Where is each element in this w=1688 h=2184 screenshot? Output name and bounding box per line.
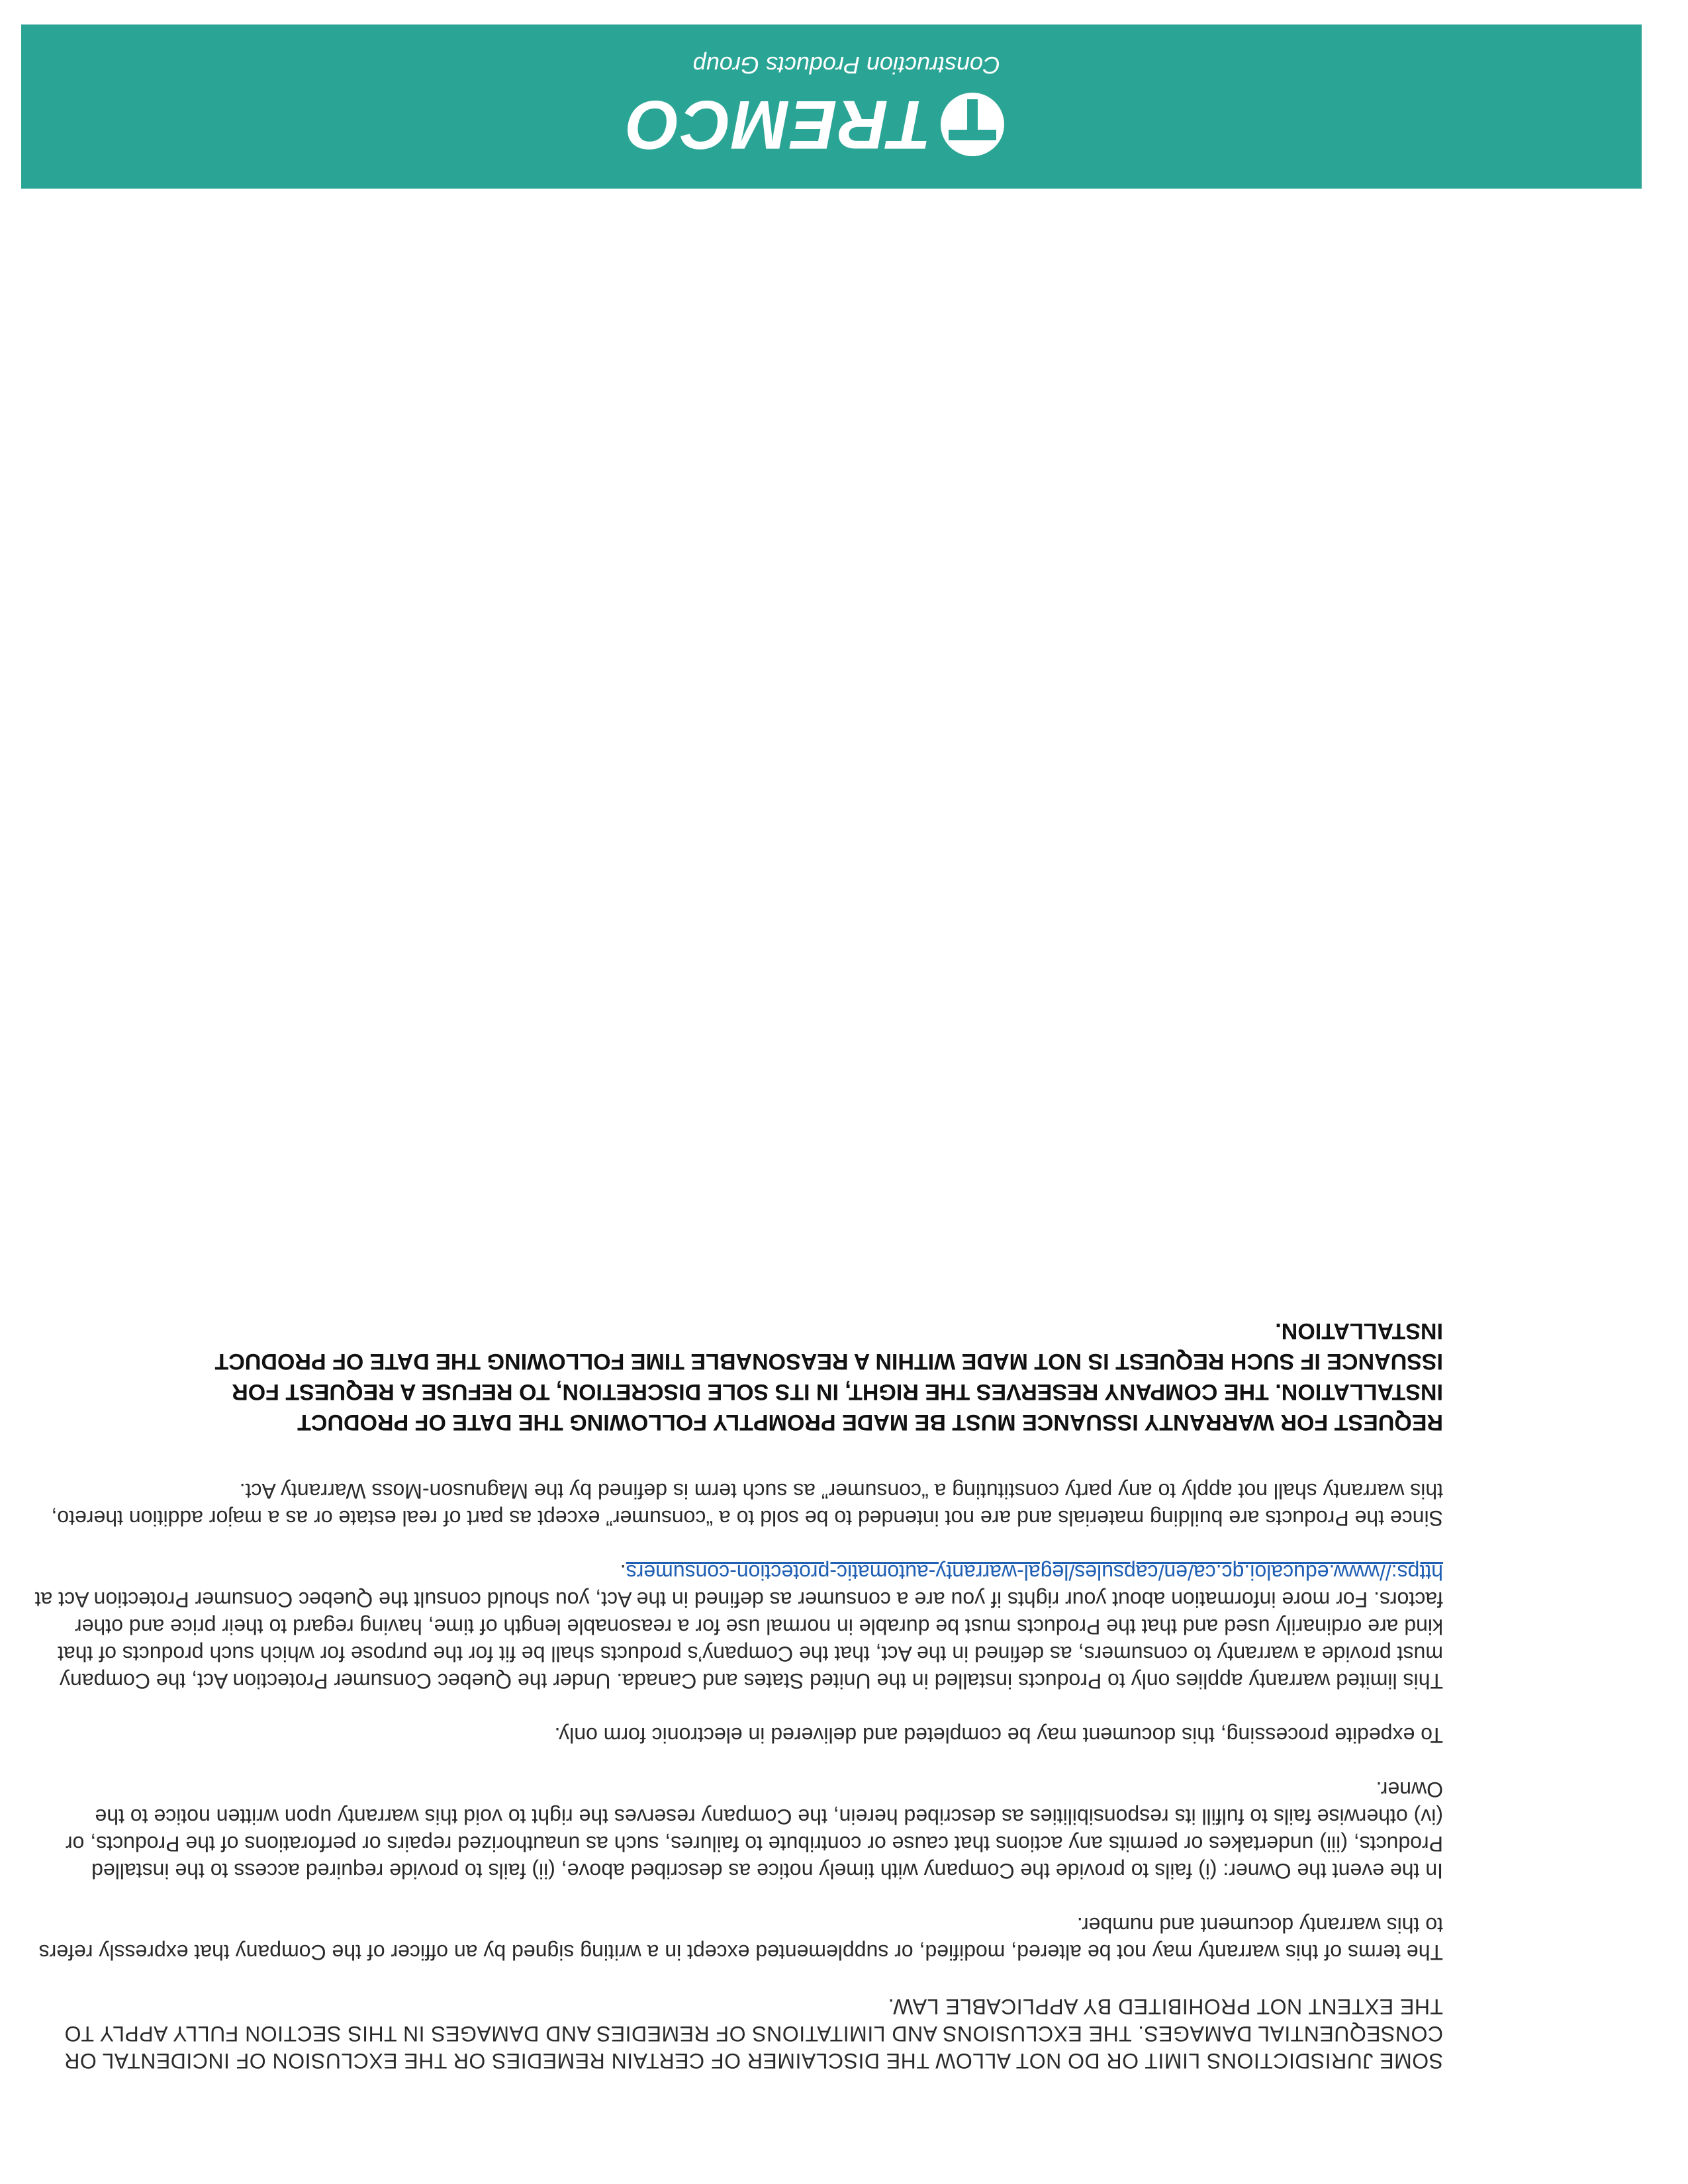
tremco-logo <box>625 38 1006 171</box>
quebec-end: . <box>620 1561 626 1584</box>
quebec-act-link[interactable]: https://www.educaloi.qc.ca/en/capsules/legal-warranty-automatic-protection-consumers <box>626 1561 1443 1584</box>
brand-tagline: Construction Products Group <box>692 52 1000 79</box>
tremco-logo-icon <box>939 91 1006 158</box>
jurisdictions-paragraph: SOME JURISDICTIONS LIMIT OR DO NOT ALLOW THE DISCLAIMER OF CERTAIN REMEDIES OR THE EXCLUSION OF INCIDENTAL OR CONSEQUENTIAL DAMAGES. THE EXCLUSIONS AND LIMITATIONS OF REMEDIES AND DAMAGES IN THIS SECTION FULLY APPLY TO THE EXTENT NOT PROHIBITED BY APPLICABLE LAW. <box>64 1995 1443 2073</box>
electronic-form-paragraph: To expedite processing, this document may be completed and delivered in electronic form only. <box>554 1723 1443 1747</box>
warranty-body <box>33 1289 1443 2074</box>
quebec-paragraph <box>33 1559 1443 1694</box>
building-materials-paragraph: Since the Products are building materials and are not intended to be sold to a “consumer” except as part of real estate or as a major addition thereto, this warranty shall not apply to any party constituting a “consumer” as such term is defined by the Magnuson-Moss Warranty Act. <box>51 1479 1443 1530</box>
quebec-text: This limited warranty applies only to Products installed in the United States and Canada. Under the Quebec Consumer Protection Act, the Company must provide a warranty to consumers, as defined in the Act, that the Company’s products shall be fit for the purpose for which such products of that kind are ordinarily used and that the Products must be durable in normal use for a reasonable length of time, having regard to their price and other factors. For more information about your rights if you are a consumer as defined in the Act, you should consult the Quebec Consumer Protection Act at <box>34 1588 1443 1693</box>
owner-failure-paragraph: In the event the Owner: (i) fails to provide the Company with timely notice as described above, (ii) fails to provide required access to the installed Products, (iii) undertakes or permits any actions that cause or contribute to failures, such as unauthorized repairs or perforations of the Products, or (iv) otherwise fails to fulfill its responsibilities as described herein, the Company reserves the right to void this warranty upon written notice to the Owner. <box>65 1778 1443 1883</box>
brand-name: TREMCO <box>625 86 931 163</box>
terms-paragraph: The terms of this warranty may not be altered, modified, or supplemented except in a writing signed by an officer of the Company that expressly refers to this warranty document and number. <box>38 1913 1443 1964</box>
request-issuance-notice: REQUEST FOR WARRANTY ISSUANCE MUST BE MADE PROMPTLY FOLLOWING THE DATE OF PRODUCT INSTALLATION. THE COMPANY RESERVES THE RIGHT, IN ITS SOLE DISCRETION, TO REFUSE A REQUEST FOR ISSUANCE IF SUCH REQUEST IS NOT MADE WITHIN A REASONABLE TIME FOLLOWING THE DATE OF PRODUCT INSTALLATION. <box>214 1318 1443 1435</box>
